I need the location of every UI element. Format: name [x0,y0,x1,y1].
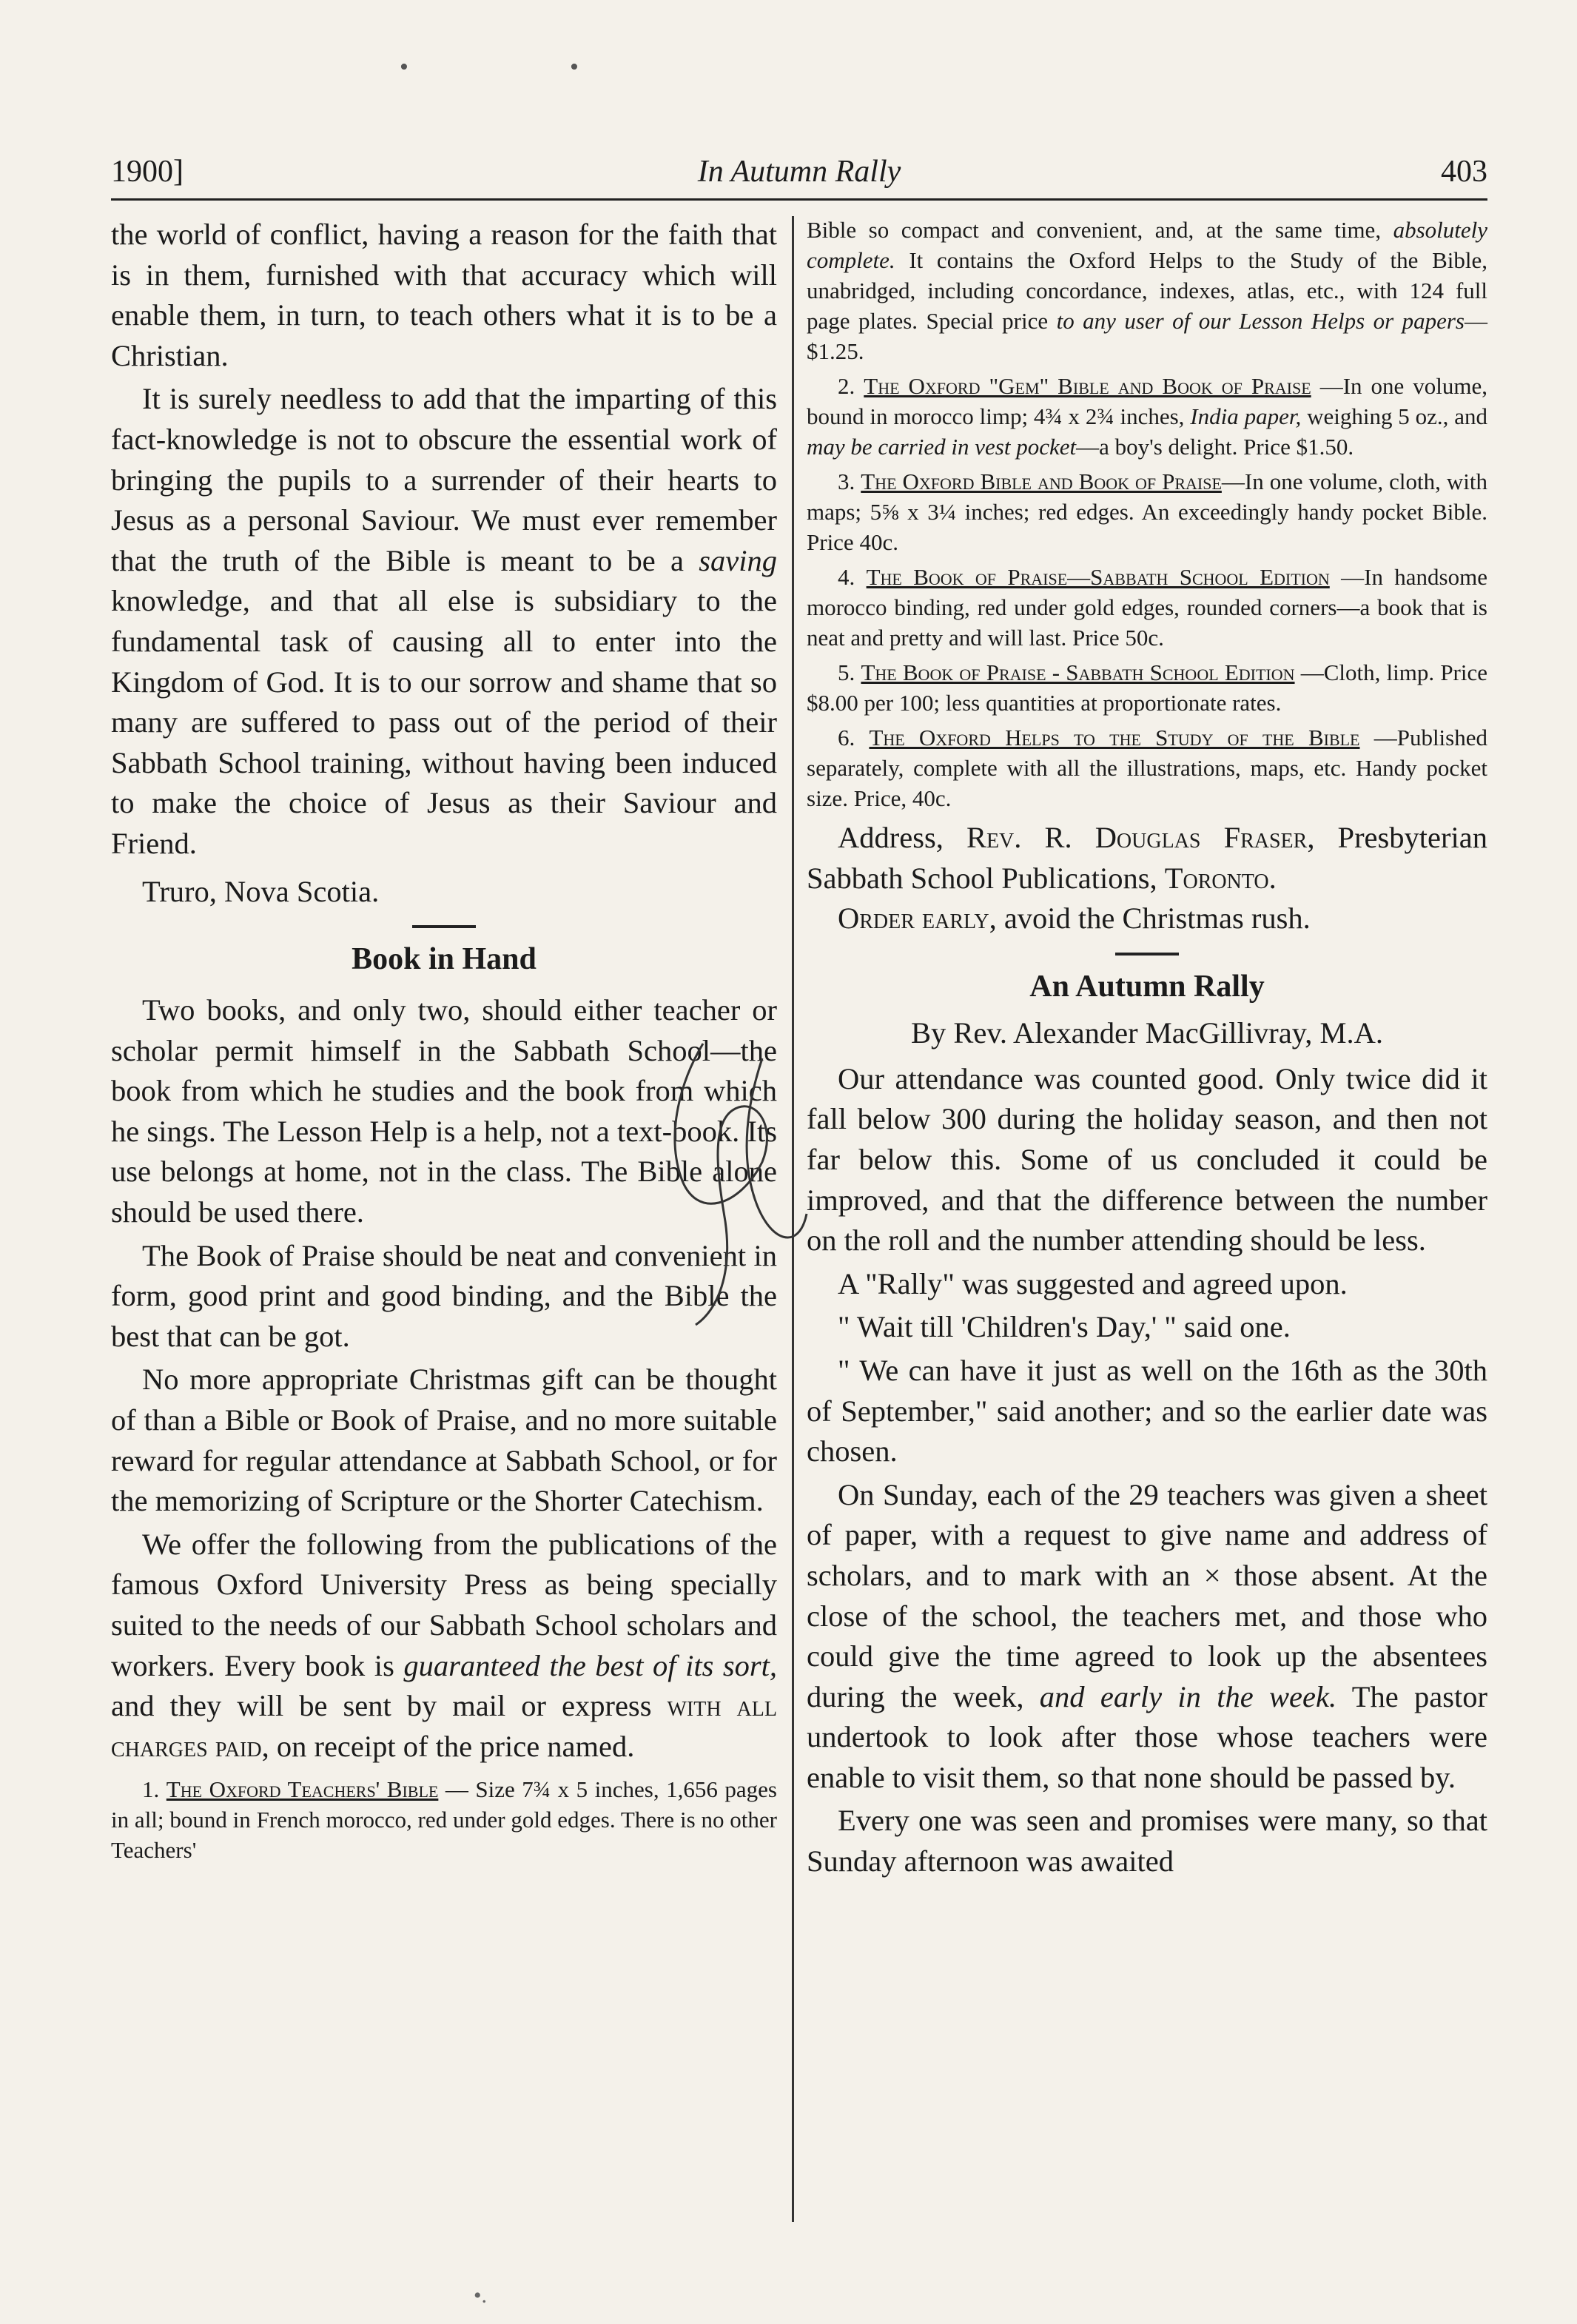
place-signature: Truro, Nova Scotia. [142,874,380,908]
section-rule [412,925,476,928]
paragraph: Our attendance was counted good. Only twice did it fall below 300 during the holiday season, and then not far below this. Some of us concluded it could be improved, and that the difference between the number on the roll and the number attending should be less. [807,1061,1487,1257]
address-note: Address, Rev. R. Douglas Fraser, Presbyterian Sabbath School Publications, Toronto. [807,821,1487,895]
stray-mark: • [570,53,579,81]
paragraph: the world of conflict, having a reason for the faith that is in them, furnished with that accuracy which will enable them, in turn, to teach others what it is to be a Christian. [111,218,777,372]
section-heading: An Autumn Rally [1029,969,1265,1004]
byline: By Rev. Alexander MacGillivray, M.A. [910,1015,1384,1050]
list-item: 2. The Oxford "Gem" Bible and Book of Praise —In one volume, bound in morocco limp; 4¾ x 2¾ inches, India paper, weighing 5 oz., and may be carried in vest pocket—a boy's delight. Price $1.50. [807,373,1488,460]
list-item: 1. The Oxford Teachers' Bible — Size 7¾ x 5 inches, 1,656 pages in all; bound in French morocco, red under gold edges. There is no other Teachers' [111,1776,777,1864]
pencil-scribble-mark [651,1029,829,1332]
stray-mark: • [400,53,408,81]
list-item-continued: Bible so compact and convenient, and, at the same time, absolutely complete. It contains the Oxford Helps to the Study of the Bible, unabridged, including concordance, indexes, atlas, etc., with 124 full page plates. Special price to any user of our Lesson Helps or papers—$1.25. [807,217,1487,364]
paragraph: No more appropriate Christmas gift can be thought of than a Bible or Book of Praise, and no more suitable reward for regular attendance at Sabbath School, or for the memorizing of Scripture or the Shorter Catechism. [111,1363,777,1518]
right-column [807,215,1487,1882]
paragraph: It is surely needless to add that the imparting of this fact-knowledge is not to obscure the essential work of bringing the pupils to a surrender of their hearts to Jesus as a personal Saviour. We must ever remember that the truth of the Bible is meant to be a saving knowledge, and that all else is subsidiary to the fundamental task of causing all to enter into the Kingdom of God. It is to our sorrow and shame that so many are suffered to pass out of the period of their Sabbath School training, without having been induced to make the choice of Jesus as their Saviour and Friend. [111,382,777,860]
header-year: 1900] [111,155,184,189]
paragraph: Every one was seen and promises were many, so that Sunday afternoon was awaited [807,1804,1487,1878]
paragraph: Two books, and only two, should either teacher or scholar permit himself in the Sabbath School—the book from which he studies and the book from which he sings. The Lesson Help is a help, not a text-book. Its use belongs at home, not in the class. The Bible alone should be used there. [111,993,777,1229]
header-title: In Autumn Rally [697,155,901,189]
header-rule [111,198,1487,201]
list-item: 3. The Oxford Bible and Book of Praise—In one volume, cloth, with maps; 5⅝ x 3¼ inches; red edges. An exceedingly handy pocket Bible. Price 40c. [807,469,1488,555]
paragraph: " Wait till 'Children's Day,' " said one. [838,1310,1291,1344]
order-note: Order early, avoid the Christmas rush. [838,901,1311,936]
paragraph: We offer the following from the publications of the famous Oxford University Press as being specially suited to the needs of our Sabbath School scholars and workers. Every book is guaranteed the best of its sort, and they will be sent by mail or express with all charges paid, on receipt of the price named. [111,1527,777,1763]
paragraph: The Book of Praise should be neat and convenient in form, good print and good binding, and the Bible the best that can be got. [111,1238,777,1353]
list-item: 6. The Oxford Helps to the Study of the Bible —Published separately, complete with all the illustrations, maps, etc. Handy pocket size. Price, 40c. [807,725,1487,811]
stray-mark: •. [474,2283,488,2308]
page-number: 403 [1441,155,1487,189]
list-item: 5. The Book of Praise - Sabbath School Edition —Cloth, limp. Price $8.00 per 100; less quantities at proportionate rates. [807,659,1488,716]
section-rule [1115,953,1179,956]
section-heading: Book in Hand [352,942,537,977]
paragraph: " We can have it just as well on the 16th as the 30th of September," said another; and so the earlier date was chosen. [807,1353,1487,1468]
paragraph: On Sunday, each of the 29 teachers was given a sheet of paper, with a request to give name and address of scholars, and to mark with an × those absent. At the close of the school, the teachers met, and those who could give the time agreed to look up the absentees during the week, and early in the week. The pastor undertook to look after those whose teachers were enable to visit them, so that none should be passed by. [807,1477,1487,1794]
paragraph: A "Rally" was suggested and agreed upon. [838,1266,1348,1300]
running-header [111,150,1487,201]
list-item: 4. The Book of Praise—Sabbath School Edition —In handsome morocco binding, red under gold edges, rounded corners—a book that is neat and pretty and will last. Price 50c. [807,564,1487,651]
